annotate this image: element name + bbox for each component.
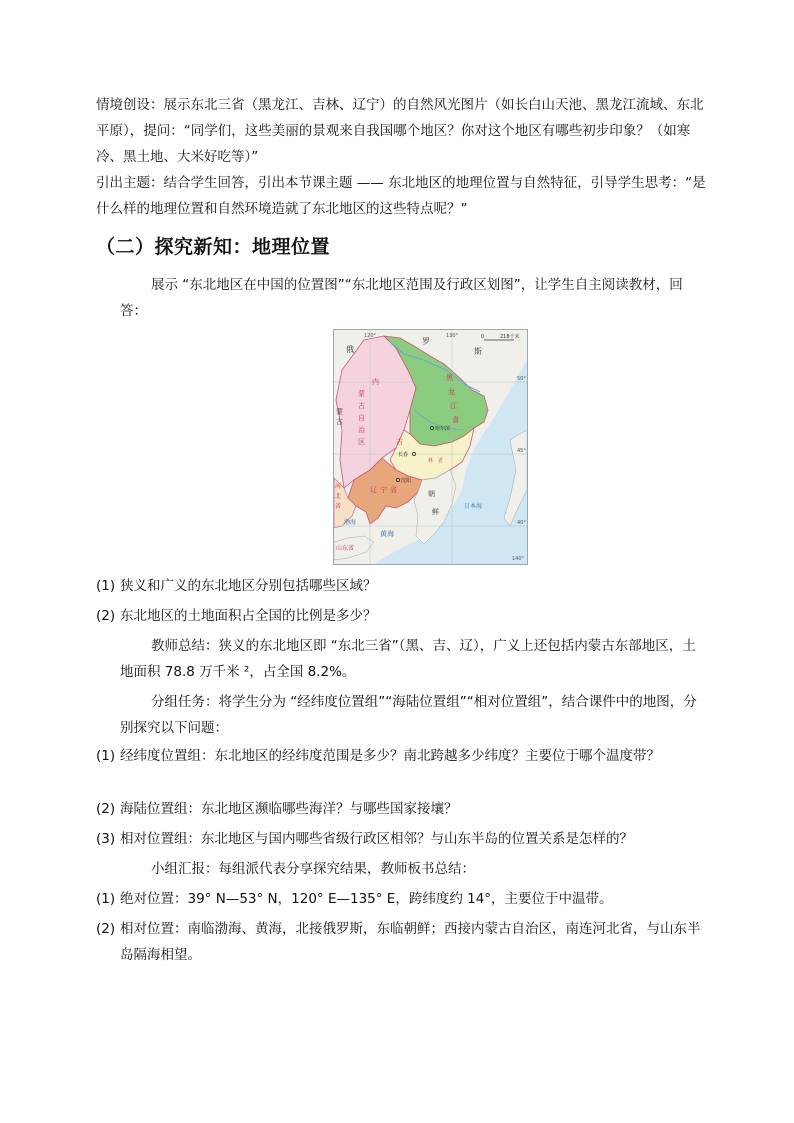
teacher-summary-paragraph: 教师总结：狭义的东北地区即 “东北三省”（黑、吉、辽），广义上还包括内蒙古东部地区，土地面积 78.8 万千米 ²，占全国 8.2%。 xyxy=(120,638,696,680)
group-question-item xyxy=(96,743,706,769)
mongolia-char-2: 古 xyxy=(336,418,343,426)
group-task-paragraph: 分组任务：将学生分为 “经纬度位置组”“海陆位置组”“相对位置组”，结合课件中的地图，分别探究以下问题： xyxy=(120,694,697,736)
neimenggu-char-2: 蒙 xyxy=(358,390,365,398)
result-item xyxy=(96,886,706,912)
scale-label: 218千米 xyxy=(500,334,520,340)
neimenggu-char-4: 自 xyxy=(358,414,365,422)
harbin-label: 哈尔滨 xyxy=(435,426,451,432)
tick-label-45: 45° xyxy=(517,448,526,454)
korea-char-2: 鲜 xyxy=(432,508,439,516)
heilongjiang-char-4: 省 xyxy=(452,416,459,424)
question-text: 东北地区的土地面积占全国的比例是多少？ xyxy=(120,608,377,624)
neimenggu-char-3: 古 xyxy=(358,402,365,410)
section-heading: （二）探究新知：地理位置 xyxy=(96,236,331,258)
hebei-char-1: 河 xyxy=(335,483,342,490)
heilongjiang-char-2: 龙 xyxy=(448,388,455,396)
result-number: (1) xyxy=(96,891,116,907)
group-question-text: 经纬度位置组：东北地区的经纬度范围是多少？南北跨越多少纬度？主要位于哪个温度带？ xyxy=(120,748,660,764)
japan-sea-label: 日本海 xyxy=(464,503,483,510)
result-item xyxy=(96,916,706,968)
group-question-text: 相对位置组：东北地区与国内哪些省级行政区相邻？与山东半岛的位置关系是怎样的？ xyxy=(120,831,633,847)
tick-label-50: 50° xyxy=(517,376,526,382)
jilin-char-2: 林 xyxy=(428,458,434,464)
tick-label-40: 40° xyxy=(517,520,526,526)
result-text: 相对位置：南临渤海、黄海，北接俄罗斯，东临朝鲜；西接内蒙古自治区，南连河北省，与山东半岛隔海相望。 xyxy=(120,921,701,963)
group-question-number: (1) xyxy=(96,748,116,764)
group-question-item xyxy=(96,796,706,822)
shandong-label: 山东省 xyxy=(336,545,355,552)
report-paragraph: 小组汇报：每组派代表分享探究结果，教师板书总结： xyxy=(151,861,475,877)
situation-paragraph: 情境创设：展示东北三省（黑龙江、吉林、辽宁）的自然风光图片（如长白山天池、黑龙江流域、东北平原），提问：“同学们，这些美丽的景观来自我国哪个地区？你对这个地区有哪些初步印象？（如寒冷、黑土地、大米好吃等）” xyxy=(96,97,704,165)
group-question-number: (3) xyxy=(96,831,116,847)
question-number: (2) xyxy=(96,608,116,624)
liaoning-char-1: 辽 xyxy=(370,486,377,494)
heilongjiang-char-1: 黑 xyxy=(446,374,453,382)
hebei-char-2: 北 xyxy=(335,493,342,500)
liaoning-char-2: 宁 xyxy=(380,486,387,494)
group-question-item xyxy=(96,826,706,852)
russia-char-1: 俄 xyxy=(346,345,354,354)
northeast-region-map xyxy=(333,329,528,565)
russia-char-3: 斯 xyxy=(474,347,482,356)
question-item xyxy=(96,573,706,599)
liaoning-char-3: 省 xyxy=(390,486,397,494)
result-text: 绝对位置：39° N—53° N，120° E—135° E，跨纬度约 14°，主要位于中温带。 xyxy=(120,891,613,907)
neimenggu-char-5: 治 xyxy=(358,426,365,434)
result-number: (2) xyxy=(96,921,116,937)
group-question-number: (2) xyxy=(96,801,116,817)
map-svg xyxy=(334,330,527,564)
neimenggu-char-6: 区 xyxy=(358,438,365,446)
question-text: 狭义和广义的东北地区分别包括哪些区域？ xyxy=(120,578,377,594)
jilin-char-3: 省 xyxy=(438,458,444,464)
scale-zero: 0 xyxy=(481,334,485,340)
japan-islands xyxy=(504,430,527,526)
huanghai-label: 黄海 xyxy=(380,530,394,538)
russia-char-2: 罗 xyxy=(422,337,430,346)
jilin-char-1: 吉 xyxy=(396,438,403,446)
group-question-text: 海陆位置组：东北地区濒临哪些海洋？与哪些国家接壤？ xyxy=(120,801,458,817)
korea-char-1: 朝 xyxy=(428,490,435,498)
tick-label-120: 120° xyxy=(364,333,377,339)
show-instruction-paragraph: 展示 “东北地区在中国的位置图”“东北地区范围及行政区划图”，让学生自主阅读教材，回答： xyxy=(120,277,683,319)
heilongjiang-char-3: 江 xyxy=(450,402,457,410)
bohai-label: 渤海 xyxy=(344,519,357,526)
shenyang-label: 沈阳 xyxy=(401,478,412,484)
hebei-char-3: 省 xyxy=(335,503,342,510)
changchun-label: 长春 xyxy=(398,452,409,458)
tick-label-130: 130° xyxy=(446,333,459,339)
topic-paragraph: 引出主题：结合学生回答，引出本节课主题 —— 东北地区的地理位置与自然特征，引导学生思考：“是什么样的地理位置和自然环境造就了东北地区的这些特点呢？” xyxy=(96,175,706,217)
neimenggu-char-1: 内 xyxy=(372,378,379,386)
tick-label-140: 140° xyxy=(512,556,525,562)
mongolia-char-1: 蒙 xyxy=(336,408,343,416)
question-item xyxy=(96,603,706,629)
question-number: (1) xyxy=(96,578,116,594)
